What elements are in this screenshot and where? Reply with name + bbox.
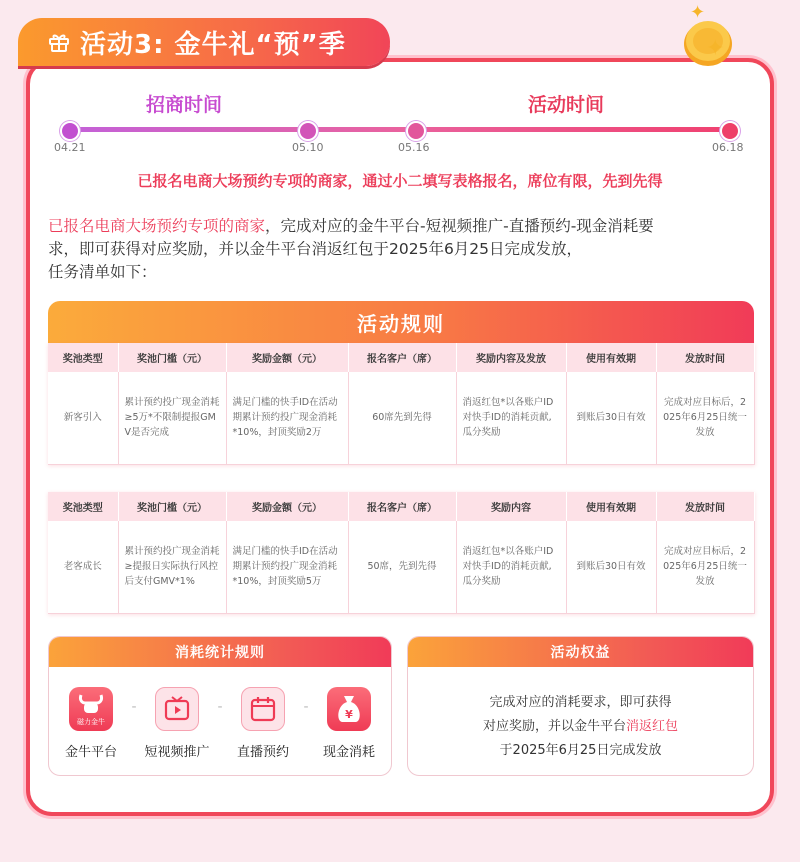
timeline-date: 06.18 (712, 141, 744, 154)
calendar-icon (241, 687, 285, 731)
table-header: 使用有效期 (566, 492, 656, 521)
money-bag-icon (327, 687, 371, 731)
flow-item-live-booking (227, 687, 299, 760)
table-header-row (48, 343, 754, 372)
sparkle-icon: ✦ (706, 36, 725, 61)
table-header: 报名客户（席） (348, 343, 456, 372)
table-header: 发放时间 (656, 492, 754, 521)
recruitment-period-label: 招商时间 (146, 94, 223, 116)
table-cell: 完成对应目标后，2025年6月25日统一发放 (656, 521, 754, 613)
table-header: 奖励金额（元） (226, 492, 348, 521)
intro-paragraph (48, 215, 758, 284)
consumption-flow (49, 667, 391, 760)
table-header: 奖池门槛（元） (118, 492, 226, 521)
intro-highlight: 已报名电商大场预约专项的商家 (48, 217, 266, 235)
activity-benefits-title: 活动权益 (408, 637, 753, 667)
intro-text: 任务清单如下： (48, 263, 157, 281)
flow-separator: - (217, 699, 223, 715)
benefits-text (408, 667, 753, 763)
table-header: 奖池类型 (48, 492, 118, 521)
activity-benefits-box (407, 636, 754, 776)
sparkle-icon: ✦ (690, 2, 706, 23)
table-header: 报名客户（席） (348, 492, 456, 521)
consumption-rules-box (48, 636, 392, 776)
table-cell: 老客成长 (48, 521, 118, 613)
flow-item-short-video (141, 687, 213, 760)
table-header: 发放时间 (656, 343, 754, 372)
flow-label: 短视频推广 (144, 745, 210, 760)
table-cell: 消返红包*以各账户ID对快手ID的消耗贡献,瓜分奖励 (456, 521, 566, 613)
table-cell: 到账后30日有效 (566, 372, 656, 464)
timeline-dot (406, 121, 426, 141)
intro-text: 求，即可获得对应奖励，并以金牛平台消返红包于2025年6月25日完成发放， (48, 240, 583, 258)
flow-label: 直播预约 (236, 745, 289, 760)
timeline-date: 05.10 (292, 141, 324, 154)
timeline-dot (60, 121, 80, 141)
benefits-line: 于2025年6月25日完成发放 (499, 743, 662, 758)
table-cell: 60席先到先得 (348, 372, 456, 464)
flow-separator: - (303, 699, 309, 715)
video-play-icon (155, 687, 199, 731)
rules-table-old-customer (48, 492, 755, 614)
table-header: 奖励金额（元） (226, 343, 348, 372)
rules-banner: 活动规则 (48, 301, 754, 343)
golden-bull-badge: 磁力金牛 (77, 718, 105, 726)
benefits-line: 对应奖励，并以金牛平台 (482, 719, 626, 734)
table-header: 奖池类型 (48, 343, 118, 372)
table-header-row (48, 492, 754, 521)
timeline-bar (60, 127, 740, 132)
golden-bull-icon (69, 687, 113, 731)
activity-period-label: 活动时间 (528, 94, 605, 116)
table-header: 奖励内容 (456, 492, 566, 521)
registration-notice: 已报名电商大场预约专项的商家，通过小二填写表格报名，席位有限，先到先得 (137, 172, 663, 190)
timeline-dot (298, 121, 318, 141)
timeline-date: 05.16 (398, 141, 430, 154)
table-row (48, 372, 754, 464)
flow-separator: - (131, 699, 137, 715)
activity-title: 活动3: 金牛礼“预”季 (80, 29, 346, 60)
table-cell: 满足门槛的快手ID在活动期累计预约投广现金消耗*10%，封顶奖励5万 (226, 521, 348, 613)
table-cell: 新客引入 (48, 372, 118, 464)
table-cell: 累计预约投广现金消耗≥提报日实际执行风控后支付GMV*1% (118, 521, 226, 613)
intro-text: ，完成对应的金牛平台-短视频推广-直播预约-现金消耗要 (265, 217, 654, 235)
table-header: 使用有效期 (566, 343, 656, 372)
table-header: 奖池门槛（元） (118, 343, 226, 372)
table-cell: 50席，先到先得 (348, 521, 456, 613)
table-cell: 累计预约投广现金消耗≥5万*不限制提报GMV是否完成 (118, 372, 226, 464)
activity-title-tab (18, 18, 390, 66)
timeline-dot (720, 121, 740, 141)
flow-label: 金牛平台 (64, 745, 117, 760)
table-cell: 到账后30日有效 (566, 521, 656, 613)
table-cell: 满足门槛的快手ID在活动期累计预约投广现金消耗*10%，封顶奖励2万 (226, 372, 348, 464)
flow-item-golden-bull (55, 687, 127, 760)
consumption-rules-title: 消耗统计规则 (49, 637, 391, 667)
table-header: 奖励内容及发放 (456, 343, 566, 372)
table-cell: 消返红包*以各账户ID对快手ID的消耗贡献,瓜分奖励 (456, 372, 566, 464)
table-cell: 完成对应目标后，2025年6月25日统一发放 (656, 372, 754, 464)
rules-table-new-customer (48, 343, 755, 465)
flow-label: 现金消耗 (322, 745, 375, 760)
benefits-line: 完成对应的消耗要求，即可获得 (489, 695, 672, 710)
benefits-highlight: 消返红包 (626, 719, 679, 734)
timeline-date: 04.21 (54, 141, 86, 154)
gift-icon (48, 31, 70, 53)
flow-item-cash-consumption (313, 687, 385, 760)
svg-text:¥: ¥ (345, 708, 353, 721)
table-row (48, 521, 754, 613)
